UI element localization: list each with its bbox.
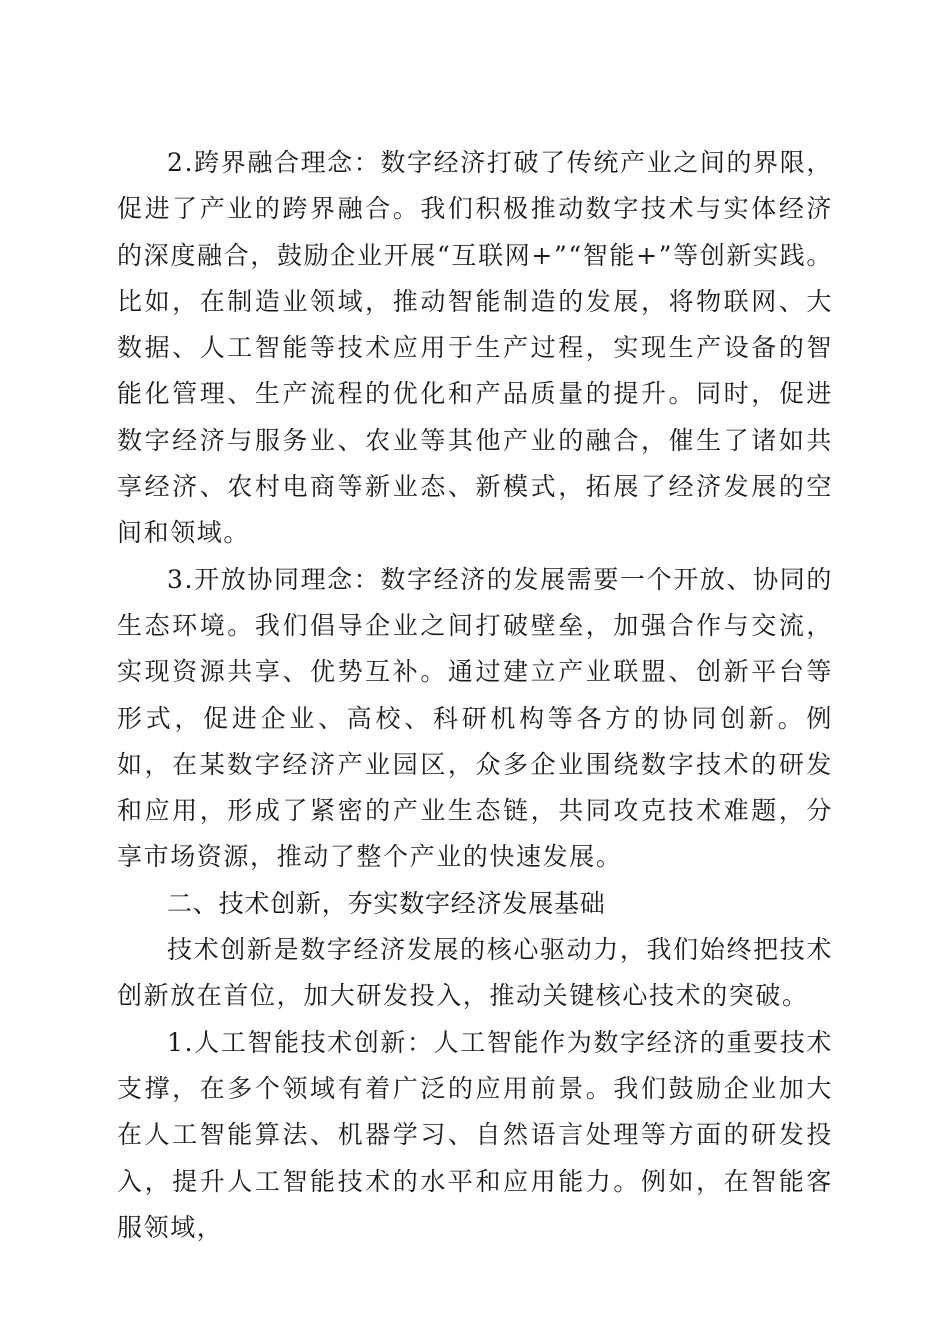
paragraph-ai-innovation: 1.人工智能技术创新：人工智能作为数字经济的重要技术支撑，在多个领域有着广泛的应用前景。我们鼓励企业加大在人工智能算法、机器学习、自然语言处理等方面的研发投入，提升人工智能技术的水平和应用能力。例如，在智能客服领域， xyxy=(117,1027,833,1242)
section-heading-tech-innovation: 二、技术创新，夯实数字经济发展基础 xyxy=(167,888,606,918)
paragraph-cross-border-integration: 2.跨界融合理念：数字经济打破了传统产业之间的界限，促进了产业的跨界融合。我们积极推动数字技术与实体经济的深度融合，鼓励企业开展“互联网+”“智能+”等创新实践。比如，在制造业领域，推动智能制造的发展，将物联网、大数据、人工智能等技术应用于生产过程，实现生产设备的智能化管理、生产流程的优化和产品质量的提升。同时，促进数字经济与服务业、农业等其他产业的融合，催生了诸如共享经济、农村电商等新业态、新模式，拓展了经济发展的空间和领域。 xyxy=(117,148,833,548)
document-body xyxy=(117,140,833,1251)
paragraph-open-collaboration: 3.开放协同理念：数字经济的发展需要一个开放、协同的生态环境。我们倡导企业之间打破壁垒，加强合作与交流，实现资源共享、优势互补。通过建立产业联盟、创新平台等形式，促进企业、高校、科研机构等各方的协同创新。例如，在某数字经济产业园区，众多企业围绕数字技术的研发和应用，形成了紧密的产业生态链，共同攻克技术难题，分享市场资源，推动了整个产业的快速发展。 xyxy=(117,564,833,872)
paragraph-tech-innovation-intro: 技术创新是数字经济发展的核心驱动力，我们始终把技术创新放在首位，加大研发投入，推动关键核心技术的突破。 xyxy=(117,935,833,1011)
